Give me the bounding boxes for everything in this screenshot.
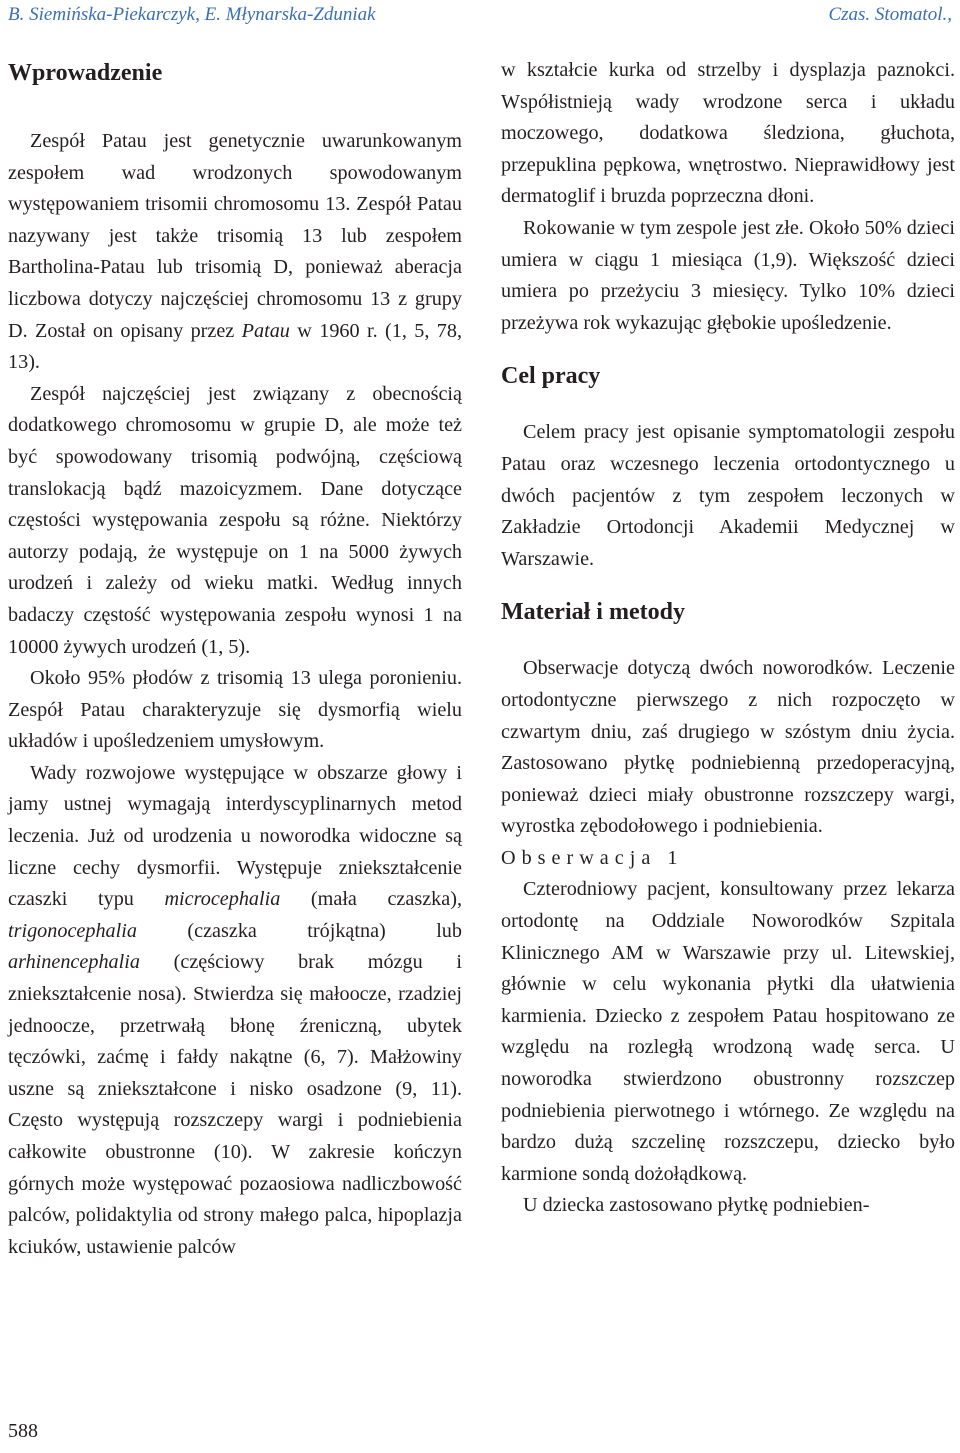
text-run: w 1960 r. (1, 5, 78, 13).: [8, 319, 462, 374]
text-run: Zespół Patau jest genetycznie uwarunkowanym zespołem wad wrodzonych spowodowanym występowaniem trisomii chromosomu 13. Zespół Patau nazywany jest także trisomią 13 lub zespołem Bartholina-Patau lub trisomią D, ponieważ aberacja liczbowa dotyczy najczęściej chromosomu 13 z grupy D. Został on opisany przez: [8, 130, 462, 342]
paragraph-aim: Celem pracy jest opisanie symptomatologii zespołu Patau oraz wczesnego leczenia ortodontycznego u dwóch pacjentów z tym zespołem leczonych w Zakładzie Ortodoncji Akademii Medycznej w Warszawie.: [501, 421, 955, 570]
italic-term: trigonocephalia: [8, 919, 137, 942]
observation-title: Obserwacja 1: [501, 846, 684, 869]
section-heading-aim: Cel pracy: [501, 363, 601, 390]
paragraph-intro-3: Około 95% płodów z trisomią 13 ulega poronieniu. Zespół Patau charakteryzuje się dysmorfią wielu układów i upośledzeniem umysłowym.: [8, 667, 462, 753]
running-head: [8, 4, 952, 30]
text-run: Wady rozwojowe występujące w obszarze głowy i jamy ustnej wymagają interdyscyplinarnych metod leczenia. Już od urodzenia u noworodka widoczne są liczne cechy dysmorfii. Występuje zniekształcenie czaszki typu: [8, 761, 462, 911]
text-run: (częściowy brak mózgu i zniekształcenie nosa). Stwierdza się małoocze, rzadziej jednoocze, przetrwałą błonę źreniczną, ubytek tęczówki, zaćmę i fałdy nakątne (6, 7). Małżowiny uszne są zniekształcone i nisko osadzone (9, 11). Często występują rozszczepy wargi i podniebienia całkowite obustronne (10). W zakresie kończyn górnych może występować pozaosiowa nadliczbowość palców, polidaktylia od strony małego palca, hipoplazja kciuków, ustawienie palców: [8, 951, 462, 1258]
paragraph-intro-4: [8, 758, 462, 1264]
header-authors: B. Siemińska-Piekarczyk, E. Młynarska-Zduniak: [8, 4, 376, 25]
text-run: (mała czaszka),: [280, 888, 462, 911]
paragraph-methods: Obserwacje dotyczą dwóch noworodków. Leczenie ortodontyczne pierwszego z nich rozpoczęto w czwartym dniu, zaś drugiego w szóstym dniu życia. Zastosowano płytkę podniebienną przedoperacyjną, ponieważ dzieci miały obustronne rozszczepy wargi, wyrostka zębodołowego i podniebienia.: [501, 657, 955, 838]
text-run: (czaszka trójkątna) lub: [136, 919, 462, 942]
paragraph-intro-2: Zespół najczęściej jest związany z obecnością dodatkowego chromosomu w grupie D, ale może też być spowodowany trisomią podwójną, częściową translokacją bądź mazoicyzmem. Dane dotyczące częstości występowania zespołu są różne. Niektórzy autorzy podają, że występuje on 1 na 5000 żywych urodzeń i zależy od wieku matki. Według innych badaczy częstość występowania zespołu wynosi 1 na 10000 żywych urodzeń (1, 5).: [8, 382, 462, 658]
paragraph-observation-2: U dziecka zastosowano płytkę podniebien-: [523, 1194, 870, 1217]
paragraph-intro-1: [8, 126, 462, 379]
left-column: [8, 50, 462, 1263]
paragraph-observation-1: Czterodniowy pacjent, konsultowany przez lekarza ortodontę na Oddziale Noworodków Szpitala Klinicznego AM w Warszawie przy ul. Litewskiej, głównie w celu wykonania płytki dla ułatwienia karmienia. Dziecko z zespołem Patau hospitowano ze względu na rozległą wrodzoną wadę serca. U noworodka stwierdzono obustronny rozszczep podniebienia pierwotnego i wtórnego. Ze względu na bardzo dużą szczelinę rozszczepu, dziecko było karmione sondą dożołądkową.: [501, 878, 955, 1185]
paragraph-prognosis: Rokowanie w tym zespole jest złe. Około 50% dzieci umiera w ciągu 1 miesiąca (1,9). Większość dzieci umiera po przeżyciu 3 miesięcy. Tylko 10% dzieci przeżywa rok wykazując głębokie upośledzenie.: [501, 216, 955, 334]
section-heading-introduction: Wprowadzenie: [8, 60, 163, 86]
section-heading-methods: Materiał i metody: [501, 599, 685, 626]
header-journal: Czas. Stomatol.,: [828, 4, 952, 25]
italic-term: Patau: [241, 319, 290, 342]
italic-term: arhinencephalia: [8, 951, 140, 974]
paragraph-continued: w kształcie kurka od strzelby i dysplazja paznokci. Współistnieją wady wrodzone serca i układu moczowego, dodatkowa śledziona, głuchota, przepuklina pępkowa, wnętrostwo. Nieprawidłowy jest dermatoglif i bruzda poprzeczna dłoni.: [501, 59, 955, 208]
right-column: [501, 55, 955, 1222]
page-number: 588: [8, 1420, 38, 1442]
italic-term: microcephalia: [164, 888, 281, 911]
